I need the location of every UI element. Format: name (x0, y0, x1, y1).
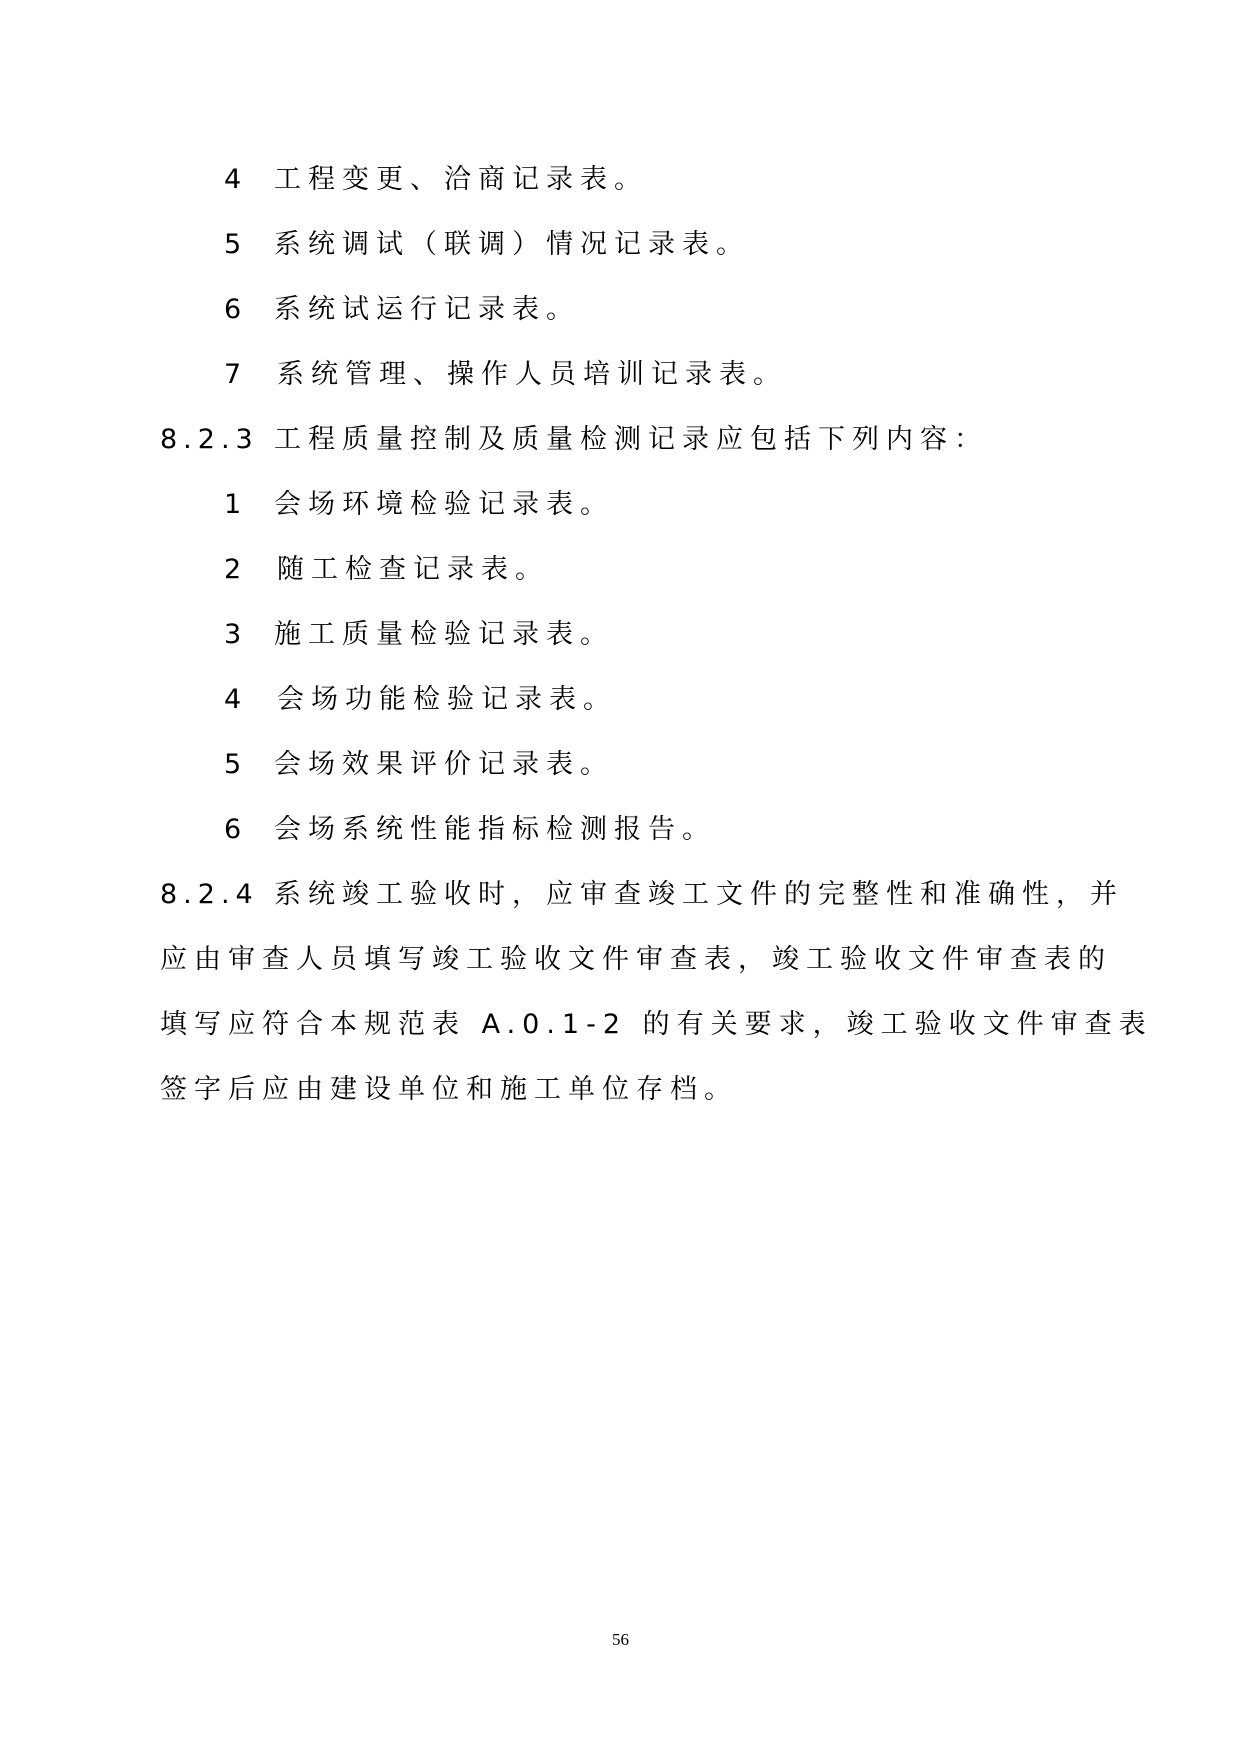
list-item-text: 随工检查记录表。 (277, 554, 549, 585)
list-item-text: 工程变更、洽商记录表。 (274, 164, 648, 195)
list-item-number: 4 (224, 684, 242, 715)
list-item-number: 6 (224, 294, 242, 325)
list-item-number: 3 (224, 619, 242, 650)
clause-text: 工程质量控制及质量检测记录应包括下列内容： (274, 424, 988, 455)
list-item-text: 会场环境检验记录表。 (274, 489, 614, 520)
clause-text: 签字后应由建设单位和施工单位存档。 (160, 1074, 738, 1105)
list-item-number: 7 (224, 359, 242, 390)
list-item-text: 会场功能检验记录表。 (277, 684, 617, 715)
list-item-text: 会场系统性能指标检测报告。 (274, 814, 716, 845)
list-item-number: 5 (224, 749, 242, 780)
list-item-number: 5 (224, 229, 242, 260)
list-item-number: 6 (224, 814, 242, 845)
list-item-number: 1 (224, 489, 242, 520)
clause-text: 应由审查人员填写竣工验收文件审查表，竣工验收文件审查表的 (160, 944, 1112, 975)
list-item-text: 系统管理、操作人员培训记录表。 (277, 359, 787, 390)
list-item-text: 施工质量检验记录表。 (274, 619, 614, 650)
list-item-text: 系统调试（联调）情况记录表。 (274, 229, 750, 260)
clause-text: 系统竣工验收时，应审查竣工文件的完整性和准确性，并 (274, 879, 1124, 910)
list-item-number: 2 (224, 554, 242, 585)
list-item-text: 会场效果评价记录表。 (274, 749, 614, 780)
clause-number: 8.2.3 (160, 424, 259, 455)
list-item-number: 4 (224, 164, 242, 195)
clause-number: 8.2.4 (160, 879, 259, 910)
page-number: 56 (612, 1630, 629, 1649)
clause-text: 填写应符合本规范表 A.0.1-2 的有关要求，竣工验收文件审查表 (160, 1009, 1153, 1040)
list-item-text: 系统试运行记录表。 (274, 294, 580, 325)
